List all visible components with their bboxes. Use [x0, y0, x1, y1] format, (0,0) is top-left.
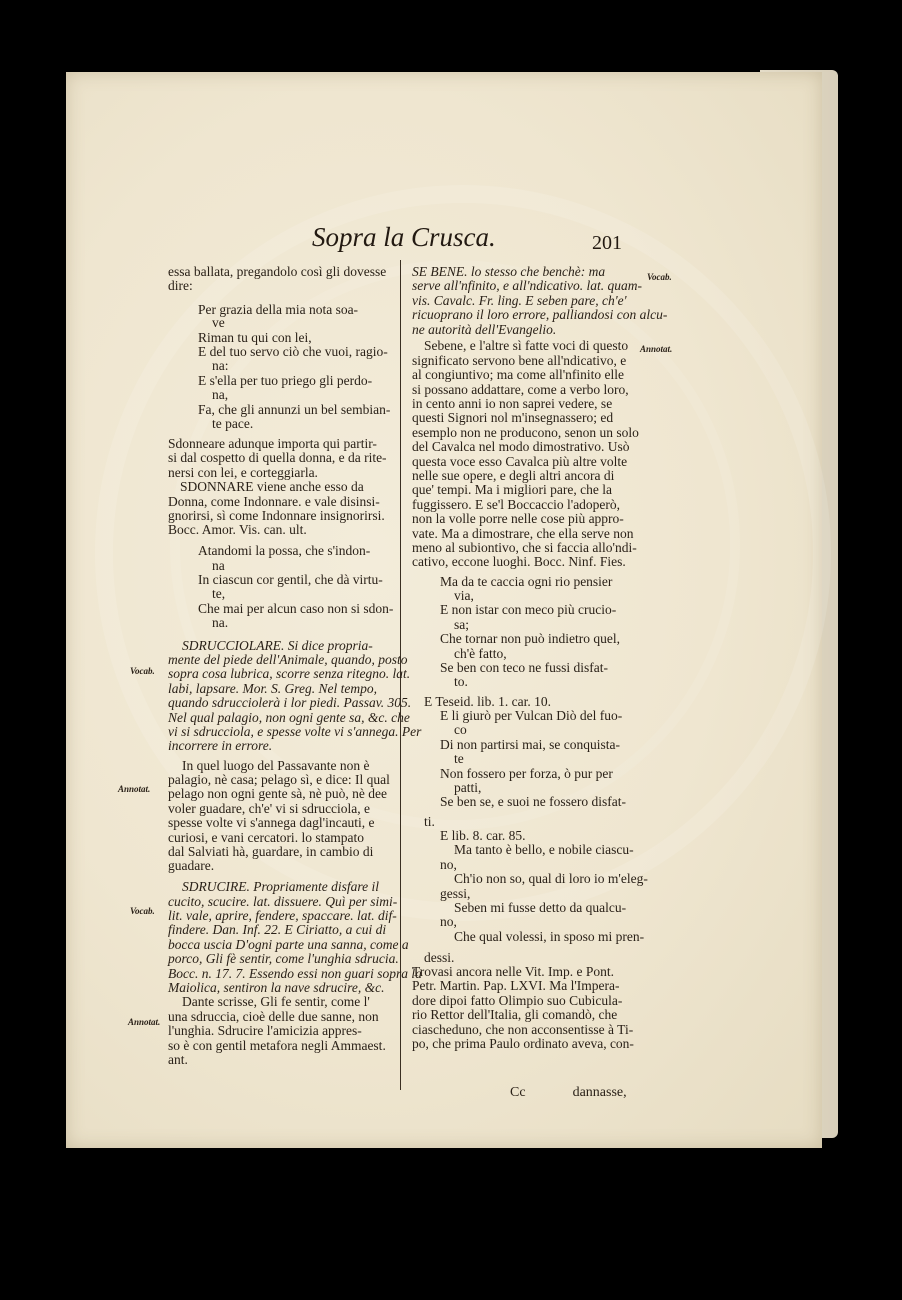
text-line: essa ballata, pregandolo così gli dovesse: [168, 264, 387, 279]
text-line: E del tuo servo ciò che vuoi, ragio-: [198, 344, 388, 359]
text-line: vate. Ma a dimostrare, che ella serve non: [412, 526, 634, 541]
text-line: bocca uscia D'ogni parte una sanna, come a: [168, 937, 409, 952]
text-line: dire:: [168, 278, 193, 293]
text-line: In quel luogo del Passavante non è: [182, 758, 370, 773]
text-line: palagio, nè casa; pelago sì, e dice: Il qual: [168, 772, 390, 787]
text-line: so è con gentil metafora negli Ammaest.: [168, 1038, 386, 1053]
text-line: l'unghia. Sdrucire l'amicizia appres-: [168, 1023, 362, 1038]
text-line: esemplo non ne producono, senon un solo: [412, 425, 639, 440]
text-line: guadare.: [168, 858, 215, 873]
text-line: vi si sdrucciola, e spesse volte vi s'annega. Per: [168, 724, 422, 739]
text-line: sa;: [454, 617, 469, 632]
text-line: te: [454, 751, 464, 766]
text-line: porco, Gli fè sentir, come l'unghia sdrucia.: [168, 951, 399, 966]
text-line: na.: [212, 615, 229, 630]
text-line: mente del piede dell'Animale, quando, posto: [168, 652, 408, 667]
text-line: ch'è fatto,: [454, 646, 507, 661]
text-line: Seben mi fusse detto da qualcu-: [454, 900, 627, 915]
text-line: Bocc. n. 17. 7. Essendo essi non guari sopra la: [168, 966, 422, 981]
text-line: co: [454, 722, 467, 737]
text-line: Che mai per alcun caso non si sdon-: [198, 601, 394, 616]
text-line: Petr. Martin. Pap. LXVI. Ma l'Impera-: [412, 978, 620, 993]
text-line: quando sdrucciolerà i lor piedi. Passav. 305.: [168, 695, 412, 710]
text-line: ne autorità dell'Evangelio.: [412, 322, 557, 337]
text-line: E non istar con meco più crucio-: [440, 602, 617, 617]
margin-note: Annotat.: [118, 784, 151, 794]
text-line: ti.: [424, 814, 435, 829]
page-number: 201: [592, 232, 622, 254]
margin-note: Annotat.: [128, 1017, 161, 1027]
text-line: serve all'nfinito, e all'ndicativo. lat. quam-: [412, 278, 642, 293]
text-line: dessi.: [424, 950, 455, 965]
text-line: nelle sue opere, e degli altri ancora di: [412, 468, 615, 483]
text-line: SDONNARE viene anche esso da: [180, 479, 364, 494]
text-line: gessi,: [440, 886, 471, 901]
text-line: del Cavalca nel modo dimostrativo. Usò: [412, 439, 630, 454]
text-line: Nel qual palagio, non ogni gente sa, &c. che: [168, 710, 410, 725]
text-line: dore dipoi fatto Olimpio suo Cubicula-: [412, 993, 623, 1008]
text-line: dal Salviati hà, guardare, in cambio di: [168, 844, 374, 859]
text-line: non la volle porre nelle cose più appro-: [412, 511, 624, 526]
text-line: po, che prima Paulo ordinato aveva, con-: [412, 1036, 634, 1051]
text-line: ant.: [168, 1052, 188, 1067]
text-line: si dal cospetto di quella donna, e da rite-: [168, 450, 387, 465]
catchword-line: [510, 1085, 627, 1101]
catchword: dannasse,: [572, 1085, 627, 1100]
text-line: na,: [212, 387, 229, 402]
text-line: Ma da te caccia ogni rio pensier: [440, 574, 613, 589]
margin-note: Vocab.: [130, 906, 155, 916]
text-line: E li giurò per Vulcan Diò del fuo-: [440, 708, 623, 723]
running-head-title: Sopra la Crusca.: [312, 222, 496, 252]
text-line: SDRUCIRE. Propriamente disfare il: [182, 879, 379, 894]
text-line: na: [212, 558, 225, 573]
text-line: Se ben se, e suoi ne fossero disfat-: [440, 794, 626, 809]
text-line: meno al subiontivo, che si faccia allo'ndi-: [412, 540, 637, 555]
text-line: In ciascun cor gentil, che dà virtu-: [198, 572, 383, 587]
text-line: que' tempi. Ma i migliori pare, che la: [412, 482, 612, 497]
text-line: Atandomi la possa, che s'indon-: [198, 543, 371, 558]
text-line: Donna, come Indonnare. e vale disinsi-: [168, 494, 380, 509]
text-line: ricuoprano il loro errore, palliandosi con alcu-: [412, 307, 668, 322]
text-line: incorrere in errore.: [168, 738, 273, 753]
text-line: ve: [212, 315, 225, 330]
text-line: Dante scrisse, Gli fe sentir, come l': [182, 994, 370, 1009]
margin-note: Vocab.: [130, 666, 155, 676]
margin-note: Annotat.: [640, 344, 673, 354]
text-line: Non fossero per forza, ò pur per: [440, 766, 613, 781]
text-line: Maiolica, sentiron la nave sdrucire, &c.: [168, 980, 385, 995]
text-line: in cento anni io non saprei vedere, se: [412, 396, 613, 411]
text-line: sopra cosa lubrica, scorre senza ritegno. lat.: [168, 666, 411, 681]
text-line: SDRUCCIOLARE. Si dice propria-: [182, 638, 373, 653]
text-line: rio Rettor dell'Italia, gli comandò, che: [412, 1007, 618, 1022]
text-line: Ch'io non so, qual di loro io m'eleg-: [454, 871, 648, 886]
margin-note: Vocab.: [647, 272, 672, 282]
text-line: Trovasi ancora nelle Vit. Imp. e Pont.: [412, 964, 615, 979]
text-line: significato servono bene all'ndicativo, e: [412, 353, 627, 368]
text-line: Di non partirsi mai, se conquista-: [440, 737, 620, 752]
text-line: findere. Dan. Inf. 22. E Ciriatto, a cui di: [168, 922, 387, 937]
text-line: Che tornar non può indietro quel,: [440, 631, 620, 646]
text-line: una sdruccia, cioè delle due sanne, non: [168, 1009, 379, 1024]
text-line: Ma tanto è bello, e nobile ciascu-: [454, 842, 634, 857]
text-line: patti,: [454, 780, 482, 795]
text-line: Bocc. Amor. Vis. can. ult.: [168, 522, 307, 537]
text-line: E Teseid. lib. 1. car. 10.: [424, 694, 552, 709]
signature-mark: Cc: [510, 1085, 526, 1100]
text-line: vis. Cavalc. Fr. ling. E seben pare, ch'e': [412, 293, 627, 308]
text-line: cativo, eccone luoghi. Bocc. Ninf. Fies.: [412, 554, 626, 569]
text-line: lit. vale, aprire, fendere, spaccare. lat. dif-: [168, 908, 397, 923]
text-line: gnorirsi, sì come Indonnare insignorirsi.: [168, 508, 385, 523]
text-line: spesse volte vi s'annega dagl'incauti, e: [168, 815, 375, 830]
text-line: to.: [454, 674, 468, 689]
text-line: fuggissero. E se'l Boccaccio l'adoperò,: [412, 497, 621, 512]
text-line: al congiuntivo; ma come all'nfinito elle: [412, 367, 624, 382]
text-line: questi Signori nol m'insegnassero; ed: [412, 410, 614, 425]
text-line: questa voce esso Cavalca più altre volte: [412, 454, 628, 469]
text-line: no,: [440, 914, 457, 929]
text-line: E s'ella per tuo priego gli perdo-: [198, 373, 373, 388]
text-line: no,: [440, 857, 457, 872]
text-line: Se ben con teco ne fussi disfat-: [440, 660, 608, 675]
text-line: Sdonneare adunque importa qui partir-: [168, 436, 377, 451]
text-line: voler guadare, ch'e' vi si sdrucciola, e: [168, 801, 371, 816]
text-line: cucito, scucire. lat. dissuere. Quì per simi-: [168, 894, 398, 909]
text-line: Che qual volessi, in sposo mi pren-: [454, 929, 645, 944]
text-line: E lib. 8. car. 85.: [440, 828, 526, 843]
text-line: labi, lapsare. Mor. S. Greg. Nel tempo,: [168, 681, 377, 696]
text-line: pelago non ogni gente sà, nè può, nè dee: [168, 786, 387, 801]
text-line: Sebene, e l'altre sì fatte voci di questo: [424, 338, 629, 353]
text-line: Riman tu qui con lei,: [198, 330, 312, 345]
text-line: curiosi, e vani cercatori. lo stampato: [168, 830, 365, 845]
text-line: SE BENE. lo stesso che benchè: ma: [412, 264, 606, 279]
text-line: si possano addattare, come a verbo loro,: [412, 382, 629, 397]
text-line: via,: [454, 588, 474, 603]
text-line: na:: [212, 358, 229, 373]
text-line: te,: [212, 586, 226, 601]
text-line: te pace.: [212, 416, 254, 431]
text-line: nersi con lei, e corteggiarla.: [168, 465, 318, 480]
text-line: Fa, che gli annunzi un bel sembian-: [198, 402, 391, 417]
text-line: ciascheduno, che non acconsentisse à Ti-: [412, 1022, 634, 1037]
text-line: Per grazia della mia nota soa-: [198, 302, 359, 317]
